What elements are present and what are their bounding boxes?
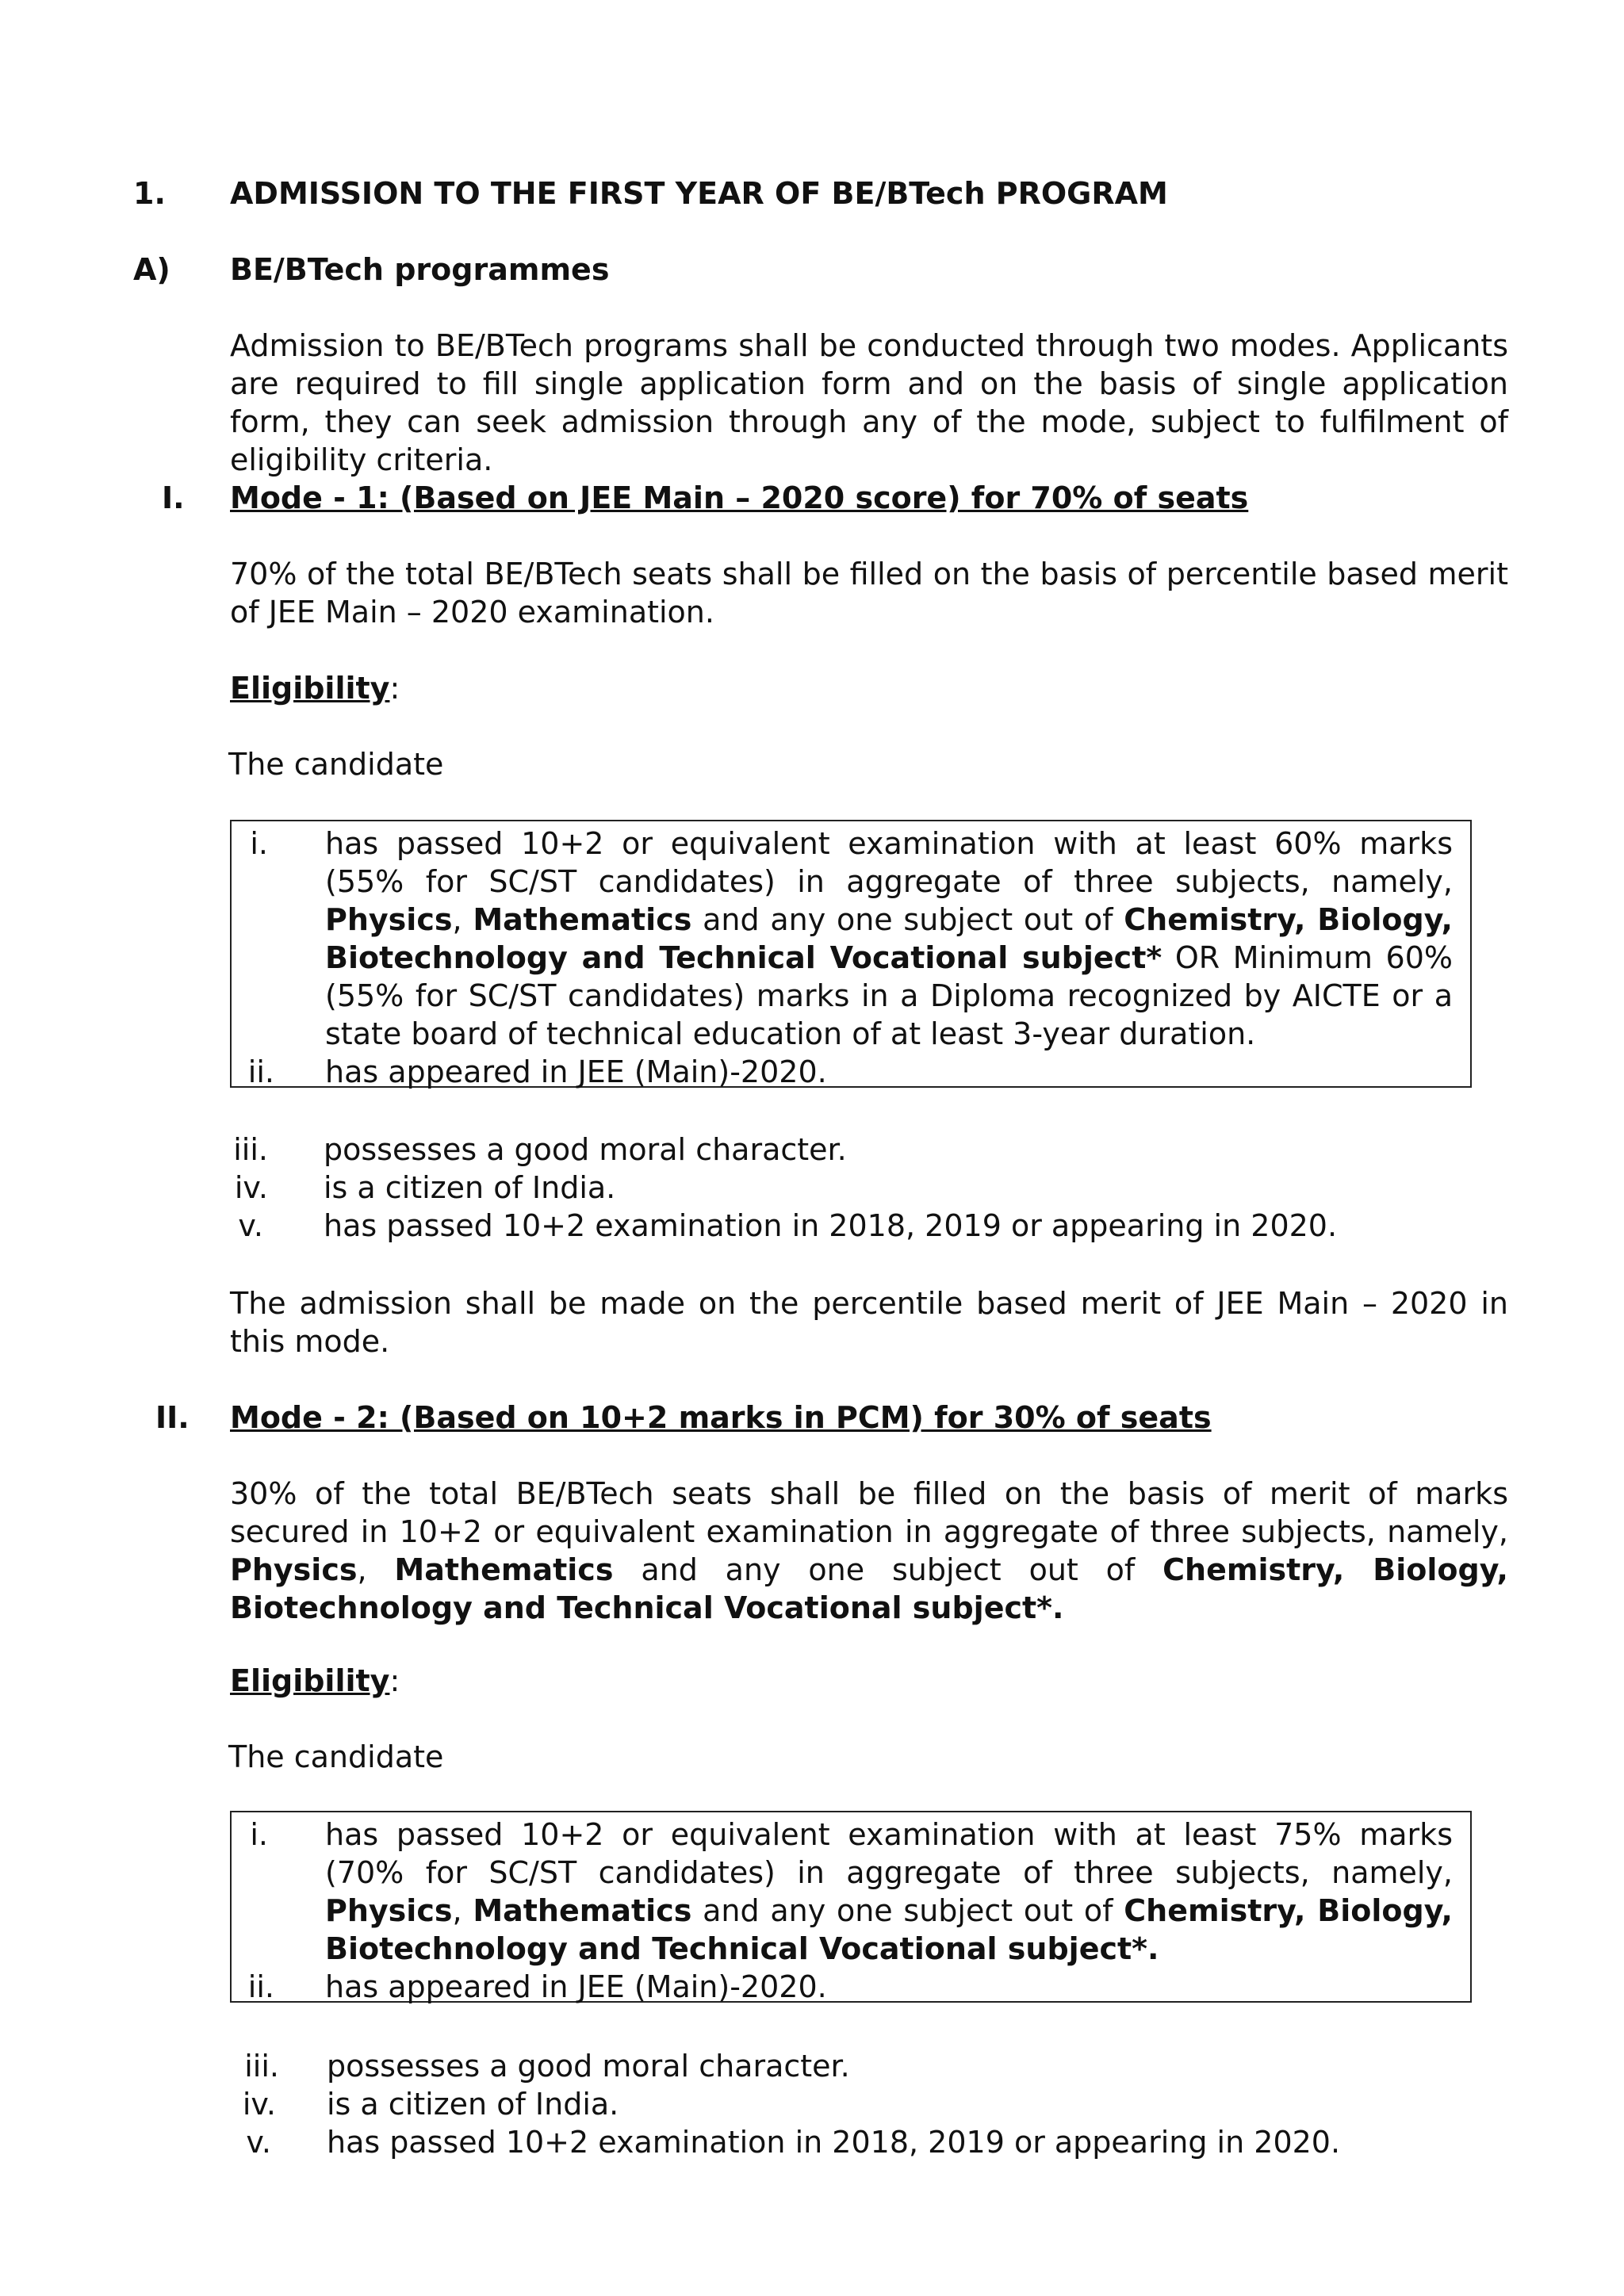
subsection-title: BE/BTech programmes <box>230 252 610 287</box>
criterion-text: has appeared in JEE (Main)-2020. <box>325 1054 827 1089</box>
criterion-number: i. <box>250 826 268 861</box>
criterion-text: has passed 10+2 or equivalent examination with at least 75% marks (70% for SC/ST candidates) in aggregate of three subjects, namely, Physics, Mathematics and any one subject out of Chemistry, Biology, Biotechnology and Technical Vocational subject*. <box>325 1817 1453 1966</box>
criterion-number: iii. <box>244 2049 279 2084</box>
mode1-title: Mode - 1: (Based on JEE Main – 2020 score) for 70% of seats <box>230 480 1249 515</box>
criterion-text: possesses a good moral character. <box>324 1132 847 1167</box>
mode1-eligibility-heading <box>230 669 400 707</box>
eligibility-label: Eligibility <box>230 1663 390 1698</box>
mode2-description: 30% of the total BE/BTech seats shall be filled on the basis of merit of marks secured in 10+2 or equivalent examination in aggregate of three subjects, namely, Physics, Mathematics and any one subject out of Chemistry, Biology, Biotechnology and Technical Vocational subject*. <box>230 1476 1508 1625</box>
mode2-criteria-box <box>230 1811 1472 2003</box>
criterion-text: possesses a good moral character. <box>327 2049 850 2084</box>
criterion-number: i. <box>250 1817 268 1852</box>
mode1-description: 70% of the total BE/BTech seats shall be filled on the basis of percentile based merit of JEE Main – 2020 examination. <box>230 557 1508 629</box>
criterion-text: has passed 10+2 examination in 2018, 2019 or appearing in 2020. <box>324 1208 1338 1243</box>
mode2-title: Mode - 2: (Based on 10+2 marks in PCM) for 30% of seats <box>230 1400 1212 1435</box>
criterion-number: ii. <box>247 1054 274 1089</box>
criterion-number: iv. <box>234 1170 268 1205</box>
criterion-number: ii. <box>247 1969 274 2004</box>
subsection-label: A) <box>133 252 170 287</box>
eligibility-colon: : <box>389 671 400 706</box>
eligibility-colon: : <box>389 1663 400 1698</box>
mode2-candidate-text: The candidate <box>228 1739 444 1774</box>
criterion-number: iii. <box>233 1132 268 1167</box>
mode1-label: I. <box>162 480 185 515</box>
criterion-text: has appeared in JEE (Main)-2020. <box>325 1969 827 2004</box>
criterion-text: is a citizen of India. <box>324 1170 616 1205</box>
section-number: 1. <box>133 176 166 211</box>
criterion-number: iv. <box>242 2087 276 2122</box>
mode2-eligibility-heading <box>230 1662 400 1700</box>
eligibility-label: Eligibility <box>230 671 390 706</box>
criterion-text: has passed 10+2 examination in 2018, 2019 or appearing in 2020. <box>327 2125 1341 2160</box>
intro-paragraph: Admission to BE/BTech programs shall be conducted through two modes. Applicants are required to fill single application form and on the basis of single application form, they can seek admission through any of the mode, subject to fulfilment of eligibility criteria. <box>230 328 1508 477</box>
criterion-number: v. <box>246 2125 271 2160</box>
criterion-number: v. <box>238 1208 263 1243</box>
mode1-candidate-text: The candidate <box>228 747 444 782</box>
mode1-criteria-box <box>230 820 1472 1088</box>
mode2-label: II. <box>155 1400 190 1435</box>
criterion-text: is a citizen of India. <box>327 2087 619 2122</box>
mode1-conclusion: The admission shall be made on the percentile based merit of JEE Main – 2020 in this mode. <box>230 1286 1508 1359</box>
section-title: ADMISSION TO THE FIRST YEAR OF BE/BTech PROGRAM <box>230 176 1168 211</box>
criterion-text: has passed 10+2 or equivalent examination with at least 60% marks (55% for SC/ST candidates) in aggregate of three subjects, namely, Physics, Mathematics and any one subject out of Chemistry, Biology, Biotechnology and Technical Vocational subject* OR Minimum 60% (55% for SC/ST candidates) marks in a Diploma recognized by AICTE or a state board of technical education of at least 3-year duration. <box>325 826 1453 1051</box>
